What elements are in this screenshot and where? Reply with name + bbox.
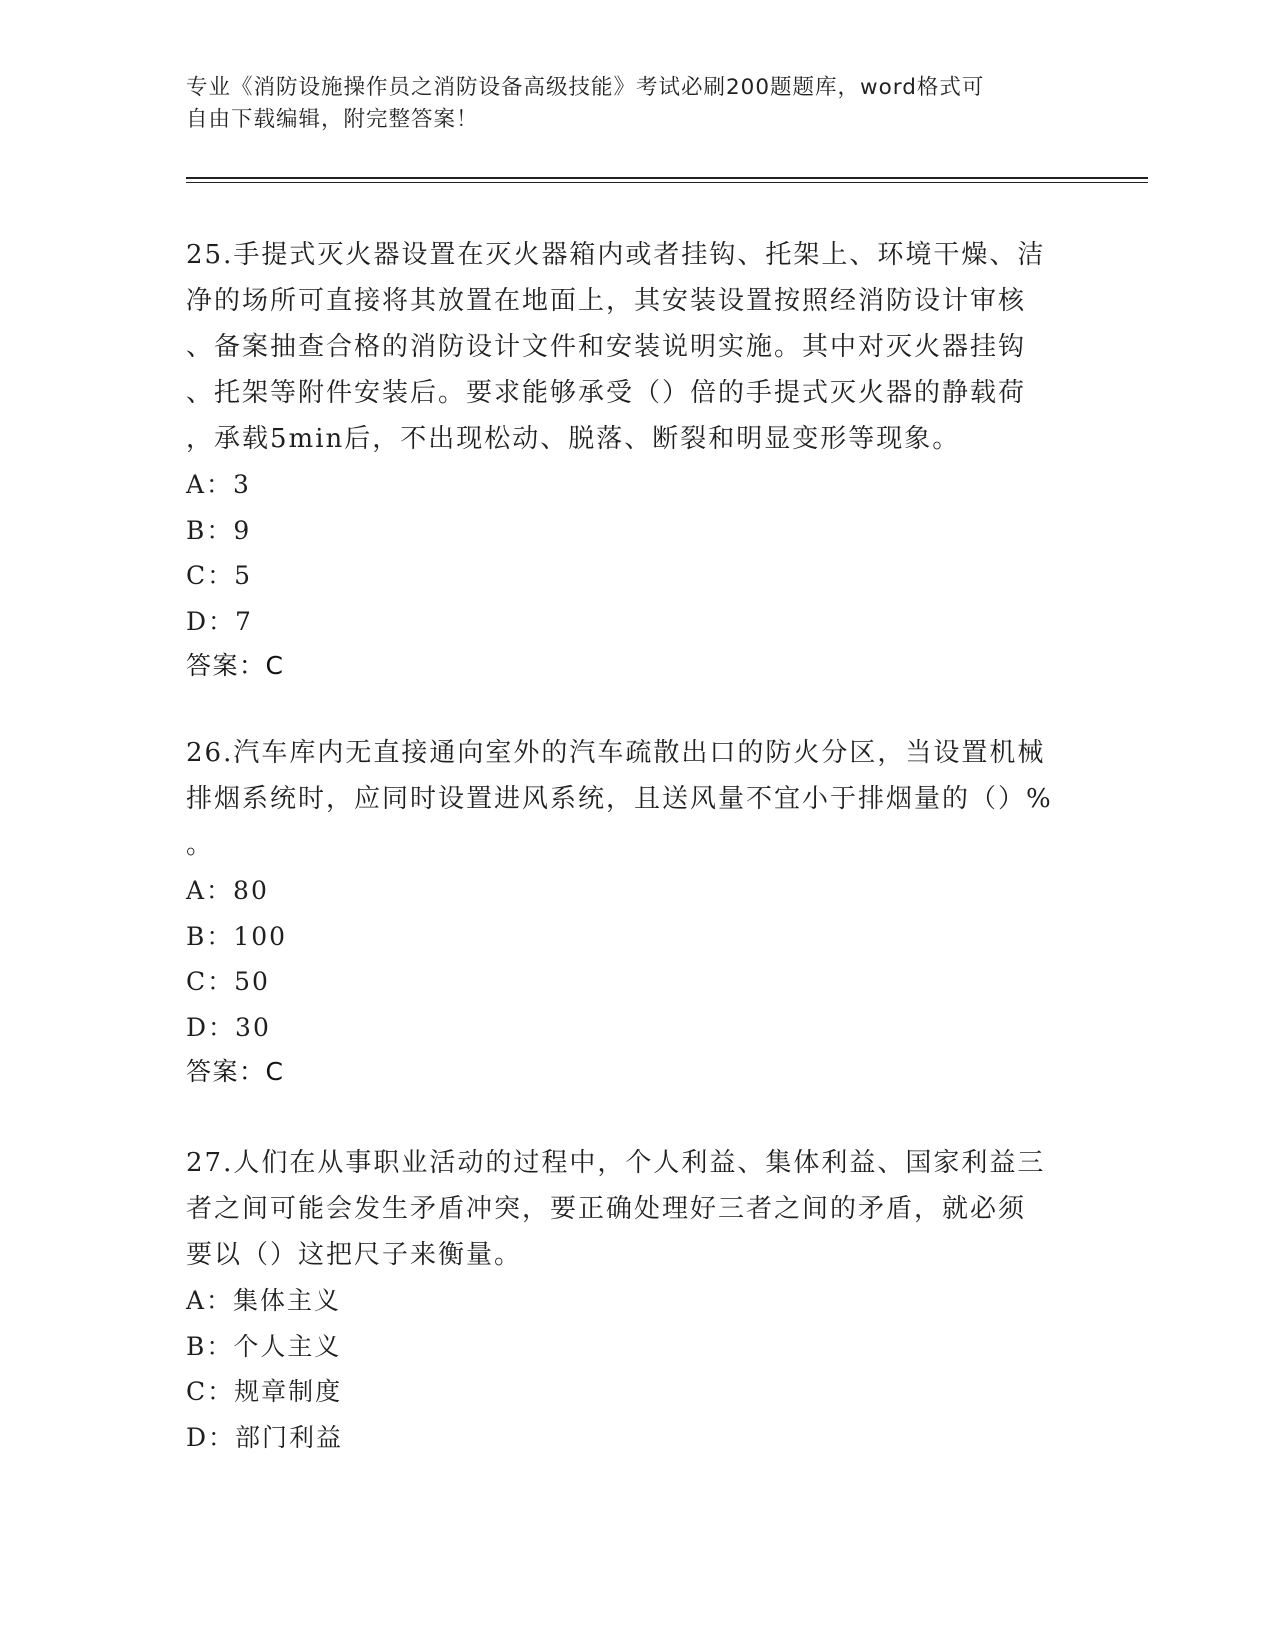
question-stem-line: 25.手提式灭火器设置在灭火器箱内或者挂钩、托架上、环境干燥、洁: [186, 240, 1046, 270]
option-list: [186, 1278, 1076, 1460]
question-stem: [186, 730, 1076, 868]
header-line-2: 自由下载编辑，附完整答案！: [186, 107, 479, 132]
option-list: [186, 868, 1076, 1050]
answer-line: 答案：C: [186, 651, 285, 680]
question-stem-line: 净的场所可直接将其放置在地面上，其安装设置按照经消防设计审核: [186, 286, 1027, 316]
question-stem-line: 者之间可能会发生矛盾冲突，要正确处理好三者之间的矛盾，就必须: [186, 1194, 1027, 1224]
header-divider-top: [186, 177, 1148, 179]
question-stem: [186, 232, 1076, 462]
question-stem-line: 26.汽车库内无直接通向室外的汽车疏散出口的防火分区，当设置机械: [186, 738, 1046, 768]
option-d: D：7: [186, 606, 253, 636]
option-c: C：5: [186, 561, 253, 590]
question-26: [186, 730, 1076, 1094]
question-stem-line: 排烟系统时，应同时设置进风系统，且送风量不宜小于排烟量的（）%: [186, 784, 1053, 814]
option-a: A：3: [186, 470, 251, 499]
answer-line: 答案：C: [186, 1057, 285, 1086]
question-stem-line: 27.人们在从事职业活动的过程中，个人利益、集体利益、国家利益三: [186, 1148, 1046, 1178]
header-divider-bottom: [186, 182, 1148, 183]
option-d: D：部门利益: [186, 1422, 344, 1452]
option-c: C：规章制度: [186, 1377, 343, 1406]
option-list: [186, 462, 1076, 644]
option-d: D：30: [186, 1012, 271, 1042]
option-a: A：集体主义: [186, 1286, 342, 1315]
option-c: C：50: [186, 967, 270, 996]
option-a: A：80: [186, 876, 269, 905]
option-b: B：9: [186, 515, 252, 545]
question-stem-line: ，承载5min后，不出现松动、脱落、断裂和明显变形等现象。: [186, 424, 961, 454]
question-stem-line: 、备案抽查合格的消防设计文件和安装说明实施。其中对灭火器挂钩: [186, 332, 1027, 362]
question-stem: [186, 1140, 1076, 1278]
question-stem-line: 、托架等附件安装后。要求能够承受（）倍的手提式灭火器的静载荷: [186, 378, 1027, 408]
question-27: [186, 1140, 1076, 1460]
question-stem-line: 要以（）这把尺子来衡量。: [186, 1240, 523, 1270]
option-b: B：个人主义: [186, 1331, 342, 1361]
option-b: B：100: [186, 921, 288, 951]
question-25: [186, 232, 1076, 688]
document-header: [186, 72, 1066, 136]
header-line-1: 专业《消防设施操作员之消防设备高级技能》考试必刷200题题库，word格式可: [186, 75, 985, 100]
question-stem-line: 。: [186, 830, 215, 860]
